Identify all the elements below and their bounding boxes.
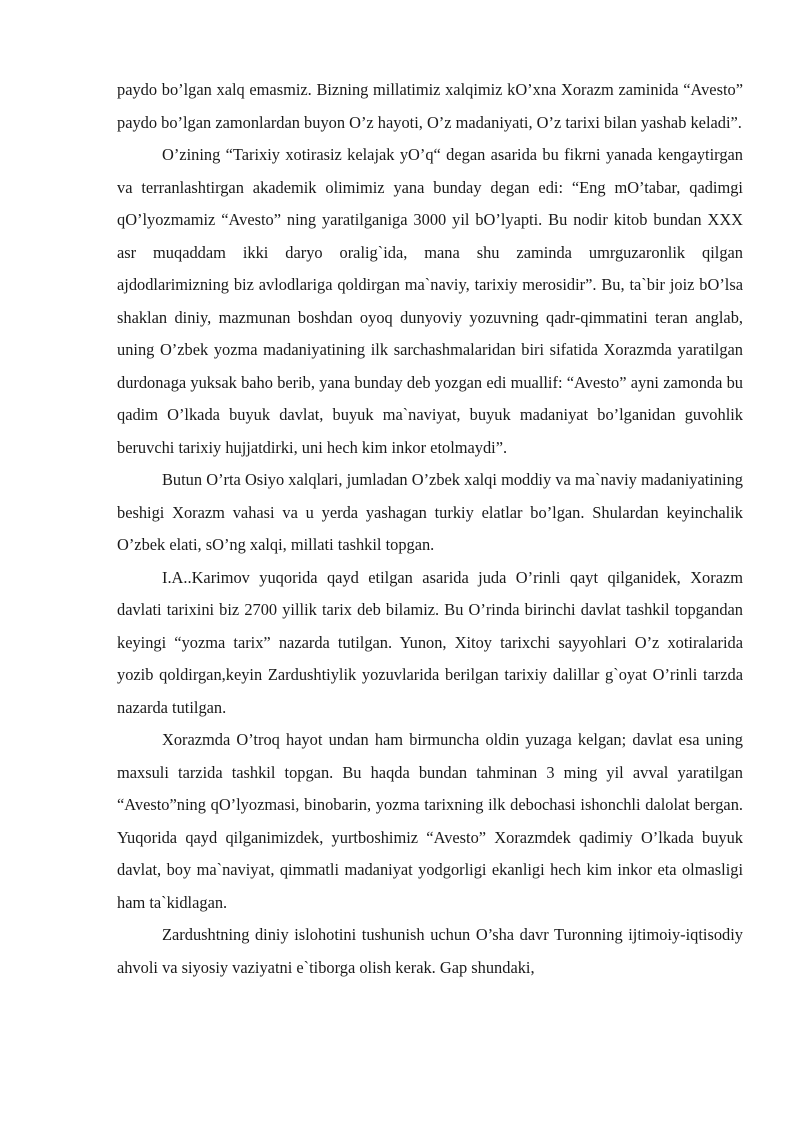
paragraph-continuation: paydo bo’lgan xalq emasmiz. Bizning millatimiz xalqimiz kO’xna Xorazm zaminida “Avesto” paydo bo’lgan zamonlardan buyon O’z hayoti, O’z madaniyati, O’z tarixi bilan yashab keladi”.: [117, 80, 743, 132]
body-text: [117, 74, 743, 984]
paragraph-zardusht: Zardushtning diniy islohotini tushunish uchun O’sha davr Turonning ijtimoiy-iqtisodiy ahvoli va siyosiy vaziyatni e`tiborga olish kerak. Gap shundaki,: [117, 925, 743, 977]
paragraph-central-asia: Butun O’rta Osiyo xalqlari, jumladan O’zbek xalqi moddiy va ma`naviy madaniyatining beshigi Xorazm vahasi va u yerda yashagan turkiy elatlar bo’lgan. Shulardan keyinchalik O’zbek elati, sO’ng xalqi, millati tashkil topgan.: [117, 470, 743, 554]
paragraph-xorazm-state: Xorazmda O’troq hayot undan ham birmuncha oldin yuzaga kelgan; davlat esa uning maxsuli tarzida tashkil topgan. Bu haqda bundan tahminan 3 ming yil avval yaratilgan “Avesto”ning qO’lyozmasi, binobarin, yozma tarixning ilk debochasi ishonchli dalolat bergan. Yuqorida qayd qilganimizdek, yurtboshimiz “Avesto” Xorazmdek qadimiy O’lkada buyuk davlat, boy ma`naviyat, qimmatli madaniyat yodgorligi ekanligi hech kim inkor eta olmasligi ham ta`kidlagan.: [117, 730, 743, 912]
paragraph-karimov: I.A..Karimov yuqorida qayd etilgan asarida juda O’rinli qayt qilganidek, Xorazm davlati tarixini biz 2700 yillik tarix deb bilamiz. Bu O’rinda birinchi davlat tashkil topgandan keyingi “yozma tarix” nazarda tutilgan. Yunon, Xitoy tarixchi sayyohlari O’z xotiralarida yozib qoldirgan,keyin Zardushtiylik yozuvlarida berilgan tarixiy dalillar g`oyat O’rinli tarzda nazarda tutilgan.: [117, 567, 743, 717]
paragraph-avesto-quote: O’zining “Tarixiy xotirasiz kelajak yO’q“ degan asarida bu fikrni yanada kengaytirgan va terranlashtirgan akademik olimimiz yana bunday degan edi: “Eng mO’tabar, qadimgi qO’lyozmamiz “Avesto” ning yaratilganiga 3000 yil bO’lyapti. Bu nodir kitob bundan XXX asr muqaddam ikki daryo oralig`ida, mana shu zaminda umrguzaronlik qilgan ajdodlarimizning biz avlodlariga qoldirgan ma`naviy, tarixiy merosidir”. Bu, ta`bir joiz bO’lsa shaklan diniy, mazmunan boshdan oyoq dunyoviy yozuvning qadr-qimmatini teran anglab, uning O’zbek yozma madaniyatining ilk sarchashmalaridan biri sifatida Xorazmda yaratilgan durdonaga yuksak baho berib, yana bunday deb yozgan edi muallif: “Avesto” ayni zamonda bu qadim O’lkada buyuk davlat, buyuk ma`naviyat, buyuk madaniyat bo’lganidan guvohlik beruvchi tarixiy hujjatdirki, uni hech kim inkor etolmaydi”.: [117, 145, 743, 457]
